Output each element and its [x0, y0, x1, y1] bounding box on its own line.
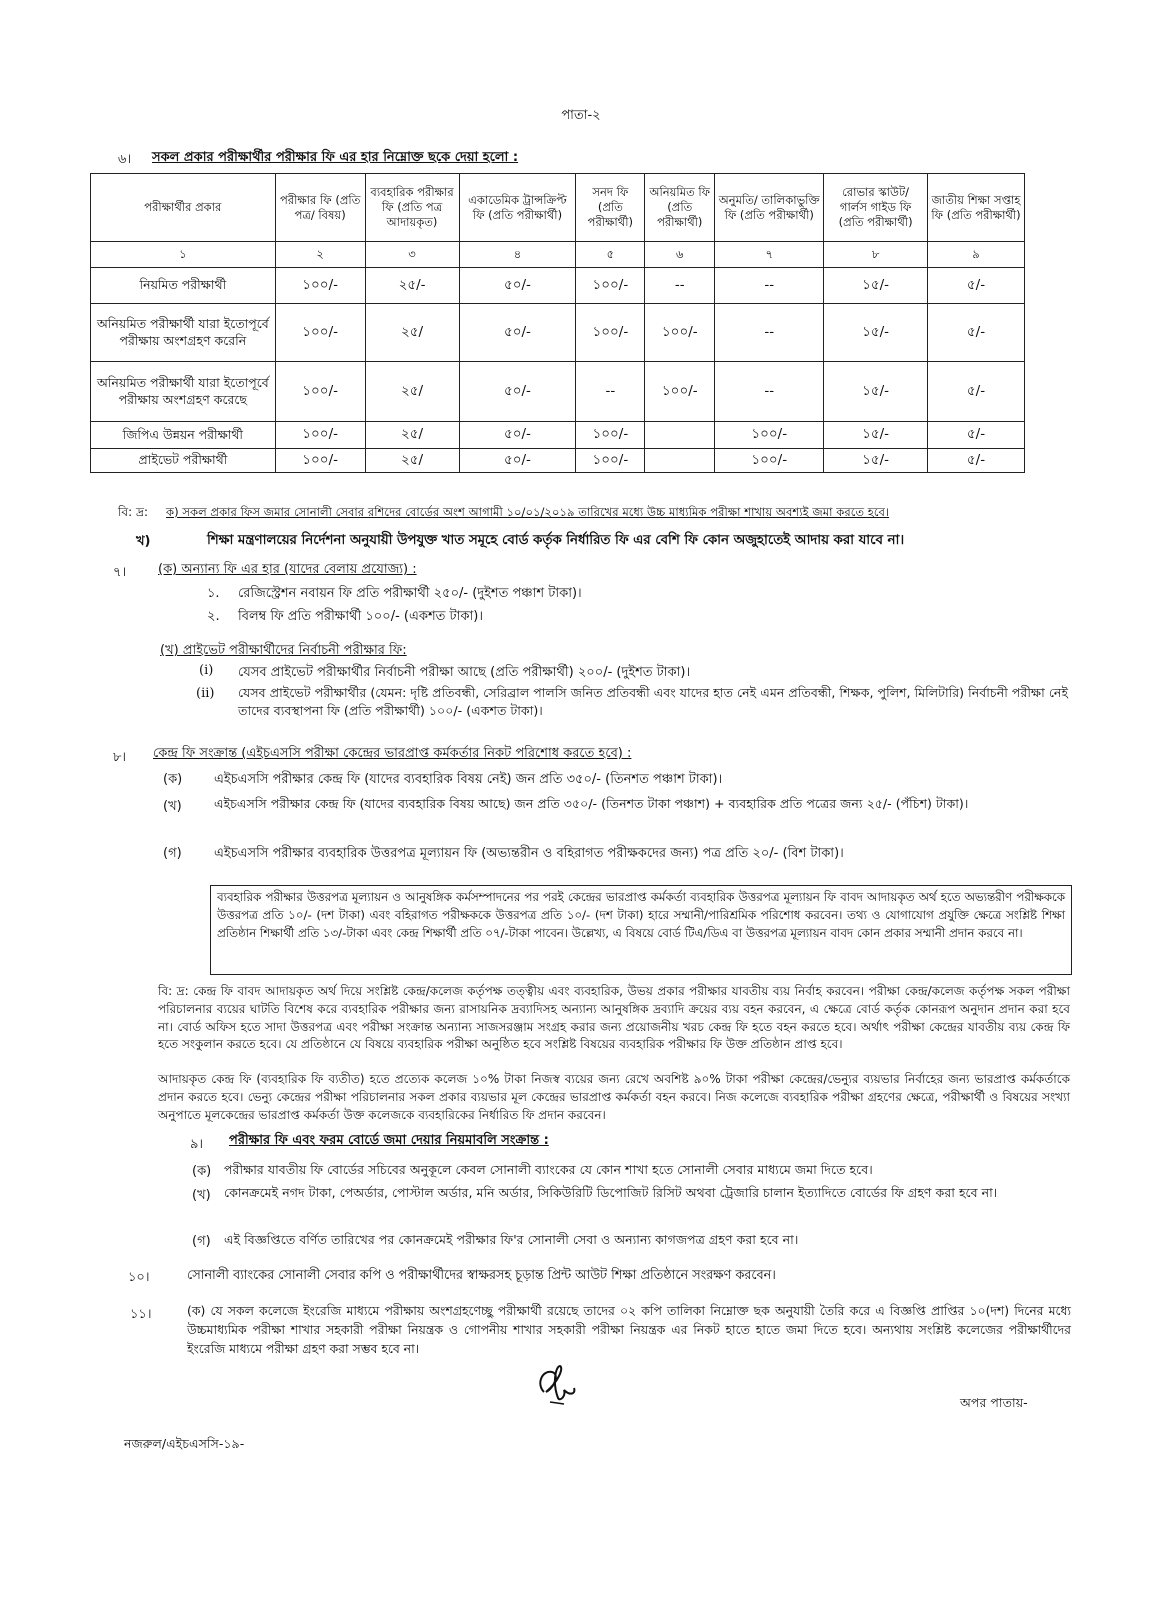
page-number: পাতা-২ [561, 108, 601, 123]
column-number: ৬ [645, 242, 715, 268]
column-header: পরীক্ষার্থীর প্রকার [91, 174, 276, 242]
column-header: অনিয়মিত ফি (প্রতি পরীক্ষার্থী) [645, 174, 715, 242]
table-cell: ১৫/- [824, 422, 928, 449]
row-label: অনিয়মিত পরীক্ষার্থী যারা ইতোপূর্বে পরীক্ষায় অংশগ্রহণ করেছে [91, 362, 276, 422]
table-header-row [91, 174, 1025, 242]
section-8-number: ৮। [113, 750, 127, 765]
table-cell: ১০০/- [275, 268, 365, 304]
section-6-title: সকল প্রকার পরীক্ষার্থীর পরীক্ষার ফি এর হার নিম্নোক্ত ছকে দেয়া হলো : [152, 150, 519, 165]
list-number: (ক) [163, 772, 183, 787]
list-item: এইচএসসি পরীক্ষার কেন্দ্র ফি (যাদের ব্যবহারিক বিষয় আছে) জন প্রতি ৩৫০/- (তিনশত টাকা পঞ্চাশ) + ব্যবহারিক প্রতি পত্রের জন্য ২৫/- (পঁচিশ) টাকা)। [214, 796, 969, 811]
table-cell: ৫/- [928, 304, 1025, 362]
section-9-number: ৯। [190, 1137, 204, 1152]
column-header: পরীক্ষার ফি (প্রতি পত্র/ বিষয়) [275, 174, 365, 242]
column-header: রোভার স্কাউট/ গার্লস গাইড ফি (প্রতি পরীক্ষার্থী) [824, 174, 928, 242]
table-row [91, 362, 1025, 422]
note-kha: শিক্ষা মন্ত্রণালয়ের নির্দেশনা অনুযায়ী উপযুক্ত খাত সমূহে বোর্ড কর্তৃক নির্ধারিত ফি এর বেশি ফি কোন অজুহাতেই আদায় করা যাবে না। [207, 533, 905, 548]
list-item: পরীক্ষার যাবতীয় ফি বোর্ডের সচিবের অনুকূলে কেবল সোনালী ব্যাংকের যে কোন শাখা হতে সোনালী সেবার মাধ্যমে জমা দিতে হবে। [224, 1162, 873, 1177]
list-item: যেসব প্রাইভেট পরীক্ষার্থীর (যেমন: দৃষ্টি প্রতিবন্ধী, সেরিব্রাল পালসি জনিত প্রতিবন্ধী এবং যাদের হাত নেই এমন প্রতিবন্ধী, শিক্ষক, পুলিশ, মিলিটারি) নির্বাচনী পরীক্ষা নেই তাদের ব্যবস্থাপনা ফি (প্রতি পরীক্ষার্থী) ১০০/- (একশত টাকা)। [238, 685, 1068, 718]
center-fee-note: বি: দ্র: কেন্দ্র ফি বাবদ আদায়কৃত অর্থ দিয়ে সংশ্লিষ্ট কেন্দ্র/কলেজ কর্তৃপক্ষ তত্ত্বীয় এবং ব্যবহারিক, উভয় প্রকার পরীক্ষার যাবতীয় ব্যয় নির্বাহ করবেন। পরীক্ষা কেন্দ্র/কলেজ কর্তৃপক্ষ সকল পরীক্ষা পরিচালনার ব্যয়ের ঘাটতি বিশেষ করে ব্যবহারিক পরীক্ষার জন্য রাসায়নিক দ্রব্যাদিসহ অন্যান্য আনুষঙ্গিক দ্রব্যাদি ক্রয়ের ব্যয় বহন করবেন, এ ক্ষেত্রে বোর্ড কর্তৃক কোনরূপ অনুদান প্রদান করা হবে না। বোর্ড অফিস হতে সাদা উত্তরপত্র এবং পরীক্ষা সংক্রান্ত অন্যান্য সাজসরঞ্জাম সংগ্রহ করার জন্য প্রয়োজনীয় খরচ কেন্দ্র ফি হতে বহন করতে হবে। অর্থাৎ পরীক্ষা কেন্দ্রের যাবতীয় ব্যয় কেন্দ্র ফি হতে সংকুলান করতে হবে। যে প্রতিষ্ঠানে যে বিষয়ে ব্যবহারিক পরীক্ষা অনুষ্ঠিত হবে সংশ্লিষ্ট বিষয়ের ব্যবহারিক পরীক্ষার ফি উক্ত প্রতিষ্ঠান প্রাপ্ত হবে। [158, 984, 1070, 1052]
column-header: একাডেমিক ট্রান্সক্রিপ্ট ফি (প্রতি পরীক্ষার্থী) [459, 174, 576, 242]
row-label: নিয়মিত পরীক্ষার্থী [91, 268, 276, 304]
section-9-title: পরীক্ষার ফি এবং ফরম বোর্ডে জমা দেয়ার নিয়মাবলি সংক্রান্ত : [229, 1133, 549, 1148]
table-cell: ২৫/ [365, 304, 459, 362]
column-header: অনুমতি/ তালিকাভুক্তি ফি (প্রতি পরীক্ষার্থী) [715, 174, 824, 242]
center-fee-distribution: আদায়কৃত কেন্দ্র ফি (ব্যবহারিক ফি ব্যতীত) হতে প্রত্যেক কলেজ ১০% টাকা নিজস্ব ব্যয়ের জন্য রেখে অবশিষ্ট ৯০% টাকা পরীক্ষা কেন্দ্রের/ভেন্যুর ব্যয়ভার নির্বাহের জন্য ভারপ্রাপ্ত কর্মকর্তাকে প্রদান করতে হবে। ভেন্যু কেন্দ্রের পরীক্ষা পরিচালনার সকল প্রকার ব্যয়ভার মূল কেন্দ্রের ভারপ্রাপ্ত কর্মকর্তা বহন করবে। নিজ কলেজে ব্যবহারিক পরীক্ষা গ্রহণের ক্ষেত্রে, পরীক্ষার্থী ও বিষয়ের সংখ্যা অনুপাতে মূলকেন্দ্রের ভারপ্রাপ্ত কর্মকর্তা উক্ত কলেজকে ব্যবহারিকের নির্ধারিত ফি প্রদান করবেন। [158, 1072, 1070, 1122]
list-item: যেসব প্রাইভেট পরীক্ষার্থীর নির্বাচনী পরীক্ষা আছে (প্রতি পরীক্ষার্থী) ২০০/- (দুইশত টাকা)। [238, 665, 691, 680]
section-6-number: ৬। [118, 152, 132, 167]
column-number: ৪ [459, 242, 576, 268]
table-cell: -- [715, 268, 824, 304]
note-ka: ক) সকল প্রকার ফিস জমার সোনালী সেবার রশিদের বোর্ডের অংশ আগামী ১০/০১/২০১৯ তারিখের মধ্যে উচ্চ মাধ্যমিক পরীক্ষা শাখায় অবশ্যই জমা করতে হবে। [166, 505, 890, 519]
list-number: (i) [199, 663, 214, 678]
table-cell: ১০০/- [715, 449, 824, 473]
table-cell: ২৫/- [365, 268, 459, 304]
row-label: প্রাইভেট পরীক্ষার্থী [91, 449, 276, 473]
table-cell: ৫০/- [459, 422, 576, 449]
list-number: (গ) [192, 1234, 211, 1249]
table-cell: -- [645, 268, 715, 304]
list-number: ১. [207, 586, 220, 601]
table-cell: ৫০/- [459, 268, 576, 304]
table-cell: ১০০/- [275, 304, 365, 362]
section-7-number: ৭। [113, 565, 127, 580]
table-cell: -- [715, 362, 824, 422]
row-label: জিপিএ উন্নয়ন পরীক্ষার্থী [91, 422, 276, 449]
section-10-text: সোনালী ব্যাংকের সোনালী সেবার কপি ও পরীক্ষার্থীদের স্বাক্ষরসহ চূড়ান্ত প্রিন্ট আউট শিক্ষা প্রতিষ্ঠানে সংরক্ষণ করবেন। [187, 1268, 776, 1283]
table-cell: ৫/- [928, 422, 1025, 449]
table-cell: ১০০/- [645, 304, 715, 362]
table-cell: ১০০/- [576, 268, 645, 304]
list-number: (গ) [163, 846, 182, 861]
section-10-number: ১০। [128, 1270, 150, 1285]
table-cell: ১৫/- [824, 362, 928, 422]
list-item: এইচএসসি পরীক্ষার ব্যবহারিক উত্তরপত্র মূল্যায়ন ফি (অভ্যন্তরীন ও বহিরাগত পরীক্ষকদের জন্য) পত্র প্রতি ২০/- (বিশ টাকা)। [214, 846, 844, 861]
table-row [91, 422, 1025, 449]
list-item: এইচএসসি পরীক্ষার কেন্দ্র ফি (যাদের ব্যবহারিক বিষয় নেই) জন প্রতি ৩৫০/- (তিনশত পঞ্চাশ টাকা)। [214, 772, 723, 787]
list-number: (খ) [163, 799, 182, 814]
column-number-row [91, 242, 1025, 268]
list-number: (খ) [192, 1188, 211, 1203]
table-cell: ১০০/- [576, 449, 645, 473]
table-cell [645, 449, 715, 473]
column-number: ৮ [824, 242, 928, 268]
list-number: (ক) [192, 1164, 212, 1179]
column-number: ৭ [715, 242, 824, 268]
table-cell: ২৫/ [365, 422, 459, 449]
table-cell: ৫/- [928, 362, 1025, 422]
table-cell: ২৫/ [365, 449, 459, 473]
section-11-number: ১১। [130, 1307, 152, 1322]
table-row [91, 268, 1025, 304]
section-7-ka-title: (ক) অন্যান্য ফি এর হার (যাদের বেলায় প্রযোজ্য) : [158, 562, 417, 577]
table-row [91, 449, 1025, 473]
signature [530, 1362, 580, 1408]
table-cell: ১০০/- [275, 422, 365, 449]
column-header: ব্যবহারিক পরীক্ষার ফি (প্রতি পত্র আদায়কৃত) [365, 174, 459, 242]
table-cell: ৫/- [928, 449, 1025, 473]
table-cell: ১০০/- [576, 422, 645, 449]
column-header: জাতীয় শিক্ষা সপ্তাহ ফি (প্রতি পরীক্ষার্থী) [928, 174, 1025, 242]
column-number: ৯ [928, 242, 1025, 268]
table-cell: ১০০/- [275, 362, 365, 422]
column-number: ৩ [365, 242, 459, 268]
continued-label: অপর পাতায়- [960, 1395, 1028, 1410]
table-cell: ৫০/- [459, 304, 576, 362]
list-number: (ii) [196, 686, 215, 701]
section-7-kha-title: (খ) প্রাইভেট পরীক্ষার্থীদের নির্বাচনী পরীক্ষার ফি: [160, 643, 407, 658]
table-cell: ১৫/- [824, 268, 928, 304]
table-cell: ১০০/- [576, 304, 645, 362]
table-cell [645, 422, 715, 449]
footer-reference: নজরুল/এইচএসসি-১৯- [124, 1436, 245, 1451]
note-label: বি: দ্র: [118, 505, 148, 519]
table-cell: ১৫/- [824, 449, 928, 473]
row-label: অনিয়মিত পরীক্ষার্থী যারা ইতোপূর্বে পরীক্ষায় অংশগ্রহণ করেনি [91, 304, 276, 362]
section-11-text: (ক) যে সকল কলেজে ইংরেজি মাধ্যমে পরীক্ষায় অংশগ্রহণেচ্ছু পরীক্ষার্থী রয়েছে তাদের ০২ কপি তালিকা নিম্নোক্ত ছক অনুযায়ী তৈরি করে এ বিজ্ঞপ্তি প্রাপ্তির ১০(দশ) দিনের মধ্যে উচ্চমাধ্যমিক পরীক্ষা শাখার সহকারী পরীক্ষা নিয়ন্ত্রক ও গোপনীয় শাখার সহকারী পরীক্ষা নিয়ন্ত্রক এর নিকট হাতে হাতে জমা দিতে হবে। অন্যথায় সংশ্লিষ্ট কলেজের পরীক্ষার্থীদের ইংরেজি মাধ্যমে পরীক্ষা গ্রহণ করা সম্ভব হবে না। [187, 1303, 1071, 1356]
note-kha-label: খ) [136, 534, 151, 549]
table-cell: -- [715, 304, 824, 362]
list-number: ২. [207, 609, 220, 624]
table-row [91, 304, 1025, 362]
column-header: সনদ ফি (প্রতি পরীক্ষার্থী) [576, 174, 645, 242]
column-number: ২ [275, 242, 365, 268]
list-item: কোনক্রমেই নগদ টাকা, পেঅর্ডার, পোস্টাল অর্ডার, মনি অর্ডার, সিকিউরিটি ডিপোজিট রিসিট অথবা ট্রেজারি চালান ইত্যাদিতে বোর্ডের ফি গ্রহণ করা হবে না। [224, 1185, 998, 1200]
table-cell: ১৫/- [824, 304, 928, 362]
table-cell: -- [576, 362, 645, 422]
table-cell: ১০০/- [645, 362, 715, 422]
table-cell: ৫/- [928, 268, 1025, 304]
column-number: ৫ [576, 242, 645, 268]
table-cell: ১০০/- [715, 422, 824, 449]
honorarium-box: ব্যবহারিক পরীক্ষার উত্তরপত্র মূল্যায়ন ও আনুষঙ্গিক কর্মসম্পাদনের পর পরই কেন্দ্রের ভারপ্রাপ্ত কর্মকর্তা ব্যবহারিক উত্তরপত্র মূল্যায়ন ফি বাবদ আদায়কৃত অর্থ হতে অভ্যন্তরীণ পরীক্ষককে উত্তরপত্র প্রতি ১০/- (দশ টাকা) এবং বহিরাগত পরীক্ষককে উত্তরপত্র প্রতি ১০/- (দশ টাকা) হারে সম্মানী/পারিশ্রমিক পরিশোধ করবেন। তথ্য ও যোগাযোগ প্রযুক্তি ক্ষেত্রে সংশ্লিষ্ট শিক্ষা প্রতিষ্ঠান শিক্ষার্থী প্রতি ১৩/-টাকা এবং কেন্দ্র শিক্ষার্থী প্রতি ০৭/-টাকা পাবেন। উল্লেখ্য, এ বিষয়ে বোর্ড টিএ/ডিএ বা উত্তরপত্র মূল্যায়ন বাবদ কোন প্রকার সম্মানী প্রদান করবে না। [210, 885, 1072, 975]
table-cell: ১০০/- [275, 449, 365, 473]
list-item: বিলম্ব ফি প্রতি পরীক্ষার্থী ১০০/- (একশত টাকা)। [238, 609, 483, 624]
section-8-title: কেন্দ্র ফি সংক্রান্ত (এইচএসসি পরীক্ষা কেন্দ্রের ভারপ্রাপ্ত কর্মকর্তার নিকট পরিশোধ করতে হবে) : [153, 746, 632, 761]
list-item: এই বিজ্ঞপ্তিতে বর্ণিত তারিখের পর কোনক্রমেই পরীক্ষার ফি'র সোনালী সেবা ও অন্যান্য কাগজপত্র গ্রহণ করা হবে না। [224, 1232, 799, 1247]
fee-table [90, 173, 1025, 473]
column-number: ১ [91, 242, 276, 268]
table-cell: ৫০/- [459, 362, 576, 422]
table-cell: ২৫/ [365, 362, 459, 422]
list-item: রেজিস্ট্রেশন নবায়ন ফি প্রতি পরীক্ষার্থী ২৫০/- (দুইশত পঞ্চাশ টাকা)। [238, 586, 582, 601]
table-cell: ৫০/- [459, 449, 576, 473]
